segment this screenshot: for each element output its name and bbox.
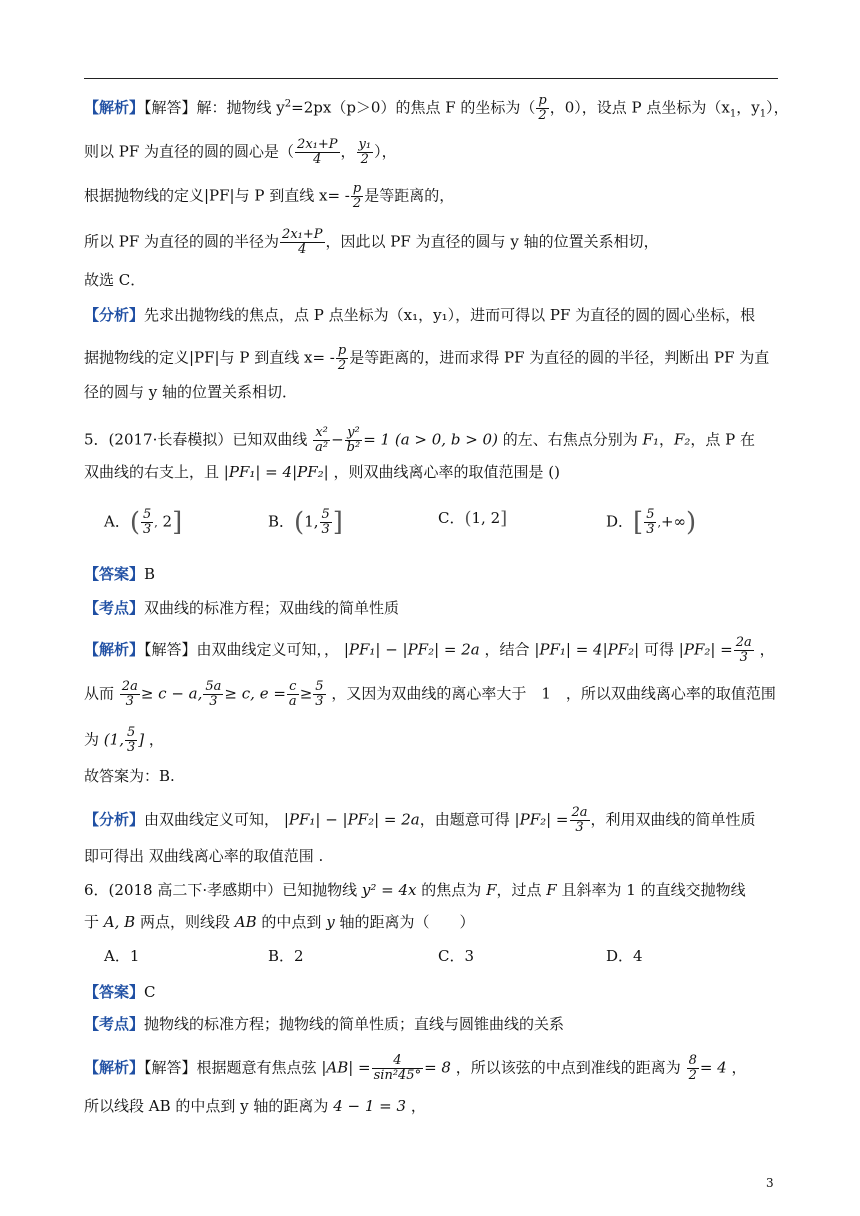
fraction: $\frac{4}{\text{sin²45°}}$ [373,1053,422,1083]
fraction: $\frac{5}{3}$ [315,679,324,709]
analysis-line: 据抛物线的定义|PF|与 P 到直线 x= - $\frac{p}{2}$ 是等距离的，进而求得 PF 为直径的圆的半径，判断出 PF 为直 [84,343,770,373]
option-a[interactable]: A．( $\frac{5}{3}$ , 2] [104,507,183,538]
analysis-line: 即可得出 双曲线离心率的取值范围 . [84,847,324,865]
question-6-options [84,946,784,968]
analysis-line: 【分析】先求出抛物线的焦点，点 P 点坐标为（x₁，y₁），进而可得以 PF 为直径的圆的圆心坐标，根 [84,306,756,324]
solution-line: 故答案为：B. [84,767,175,785]
fraction: $\frac{p}{2}$ [538,93,547,123]
page-number: 3 [766,1176,774,1190]
solution-line: 【解析】【解答】由双曲线定义可知，， |PF₁| − |PF₂| = 2a ，结合 |PF₁| = 4|PF₂| 可得 |PF₂| = $\frac{2a}{3}$ ， [84,635,775,665]
fraction: $\frac{2a}{3}$ [121,679,138,709]
solution-line: 故选 C． [84,271,146,289]
fraction: $\frac{c}{a}$ [288,679,297,709]
fraction: $\frac{\text{2x₁+P}}{4}$ [282,227,323,257]
knowledge-point-line: 【考点】双曲线的标准方程；双曲线的简单性质 [84,599,400,617]
solution-line: 为 (1, $\frac{5}{3}$ ] ， [84,725,164,755]
solution-line: 所以线段 AB 的中点到 y 轴的距离为 4 − 1 = 3 ， [84,1097,426,1115]
knowledge-point-line: 【考点】抛物线的标准方程；抛物线的简单性质；直线与圆锥曲线的关系 [84,1015,565,1033]
option-c[interactable]: C．(1, 2] [438,508,508,529]
section-tag: 【分析】 [84,306,145,324]
answer-line: 【答案】B [84,565,156,583]
fraction: $\frac{8}{2}$ [688,1053,697,1083]
header-rule [84,78,778,79]
solution-line: 所以 PF 为直径的圆的半径为 $\frac{\text{2x₁+P}}{4}$ ，因此以 PF 为直径的圆与 y 轴的位置关系相切， [84,227,659,257]
question-6-stem: 6．(2018 高二下·孝感期中）已知抛物线 y² = 4x 的焦点为 F，过点 F 且斜率为 1 的直线交抛物线 [84,881,746,899]
fraction: $\frac{p}{2}$ [337,343,347,373]
question-5-options [84,508,784,538]
answer-line: 【答案】C [84,983,156,1001]
option-d[interactable]: D．[ $\frac{5}{3}$ ,+∞) [606,507,697,538]
option-c[interactable]: C．3 [438,947,475,965]
solution-line: 根据抛物线的定义|PF|与 P 到直线 x= - $\frac{p}{2}$ 是等距离的， [84,181,455,211]
section-tag: 【解析】 [84,98,145,117]
option-b[interactable]: B．2 [268,947,304,965]
fraction: $\frac{\text{y²}}{\text{b²}}$ [346,425,361,455]
solution-line: 【解析】【解答】根据题意有焦点弦 |AB| = $\frac{4}{\text{sin²45°}}$ = 8 ，所以该弦的中点到准线的距离为 $\frac{8}{2}$ = 4 ， [84,1053,747,1083]
question-5-stem: 5．(2017·长春模拟）已知双曲线 $\frac{\text{x²}}{\text{a²}}$ − $\frac{\text{y²}}{\text{b²}}$ = 1 (a > 0, b > 0) 的左、右焦点分别为 F₁，F₂，点 P 在 [84,425,756,455]
question-6-stem: 于 A, B 两点，则线段 AB 的中点到 y 轴的距离为（ ） [84,913,475,931]
fraction: $\frac{p}{2}$ [352,181,362,211]
option-d[interactable]: D．4 [606,947,643,965]
question-5-stem: 双曲线的右支上，且 |PF₁| = 4|PF₂| ，则双曲线离心率的取值范围是 () [84,463,560,481]
fraction: $\frac{5a}{3}$ [205,679,222,709]
solution-line: 从而 $\frac{2a}{3}$ ≥ c − a, $\frac{5a}{3}$ ≥ c, e = $\frac{c}{a}$ ≥ $\frac{5}{3}$ ，又因为双曲线的离心率大于 1 ，所以双曲线离心率的取值范围 [84,679,776,709]
solution-line: 则以 PF 为直径的圆的圆心是（ $\frac{\text{2x₁+P}}{4}$ ， $\frac{\text{y₁}}{2}$ ）， [84,137,397,167]
analysis-line: 径的圆与 y 轴的位置关系相切． [84,383,298,401]
analysis-line: 【分析】由双曲线定义可知， |PF₁| − |PF₂| = 2a，由题意可得 |PF₂| = $\frac{2a}{3}$ ，利用双曲线的简单性质 [84,805,756,835]
fraction: $\frac{\text{2x₁+P}}{4}$ [297,137,338,167]
fraction: $\frac{2a}{3}$ [571,805,588,835]
solution-line: 【解析】【解答】解：抛物线 $y^2=2px(p>0)$的焦点 F 的坐标为（ $\frac{p}{2}$ ，0），设点 P 点坐标为（$x_1$，$y_1$）， [84,93,789,123]
fraction: $\frac{2a}{3}$ [735,635,752,665]
fraction: $\frac{\text{y₁}}{2}$ [358,137,372,167]
option-a[interactable]: A．1 [104,947,140,965]
option-b[interactable]: B．(1, $\frac{5}{3}$ ] [268,507,343,538]
fraction: $\frac{5}{3}$ [126,725,136,755]
fraction: $\frac{\text{x²}}{\text{a²}}$ [315,425,329,455]
